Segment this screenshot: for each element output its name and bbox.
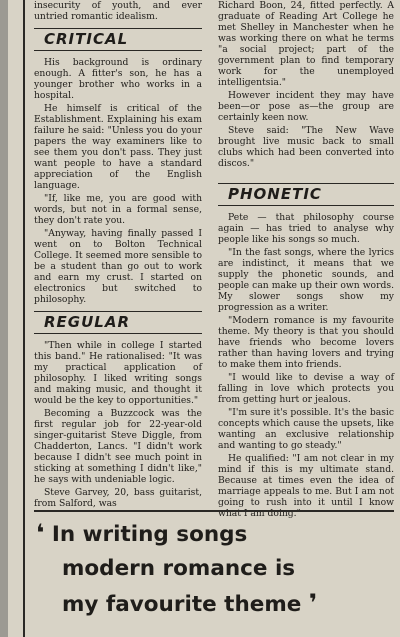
left-column <box>34 0 202 511</box>
paragraph: Pete — that philosophy course again — has tried to analyse why people like his songs so much. <box>218 212 394 245</box>
column-rule <box>23 0 25 637</box>
paragraph: His background is ordinary enough. A fitter's son, he has a younger brother who works in a hospital. <box>34 57 202 101</box>
pull-quote-line <box>34 516 394 552</box>
paragraph: However incident they may have been—or pose as—the group are certainly keen now. <box>218 90 394 123</box>
pull-quote-text: In writing songs <box>51 522 248 547</box>
paragraph: He himself is critical of the Establishment. Explaining his exam failure he said: "Unless you do your papers the way examiners like to see them you don't pass. They just want people to have a standard appreciation of the English language. <box>34 103 202 191</box>
right-column <box>218 0 394 521</box>
close-quote-mark: ❜ <box>308 589 318 617</box>
section-heading-phonetic: PHONETIC <box>218 183 394 206</box>
section-heading-regular: REGULAR <box>34 311 202 334</box>
pull-quote-line <box>34 552 394 586</box>
paragraph: "Modern romance is my favourite theme. My theory is that you should have friends who become lovers rather than having lovers and trying to make them into friends. <box>218 315 394 370</box>
paragraph: "If, like me, you are good with words, but not in a formal sense, they don't rate you. <box>34 193 202 226</box>
paragraph: "I would like to devise a way of falling in love which protects you from getting hurt or jealous. <box>218 372 394 405</box>
pull-quote-text: my favourite theme <box>62 592 302 617</box>
newspaper-clipping <box>8 0 400 637</box>
paragraph: Steve said: "The New Wave brought live music back to small clubs which had been converted into discos." <box>218 125 394 169</box>
open-quote-mark: ❛ <box>36 519 45 547</box>
paragraph: Steve Garvey, 20, bass guitarist, from Salford, was <box>34 487 202 509</box>
paragraph: He qualified: "I am not clear in my mind if this is my ultimate stand. Because at times even the idea of marriage appeals to me. But I am not going to rush into it until I know what I am doing." <box>218 453 394 519</box>
paragraph: "In the fast songs, where the lyrics are indistinct, it means that we supply the phonetic sounds, and people can make up their own words. My slower songs show my progression as a writer. <box>218 247 394 313</box>
paragraph: "Then while in college I started this band." He rationalised: "It was my practical application of philosophy. I liked writing songs and making music, and thought it would be the key to opportunities." <box>34 340 202 406</box>
pull-quote <box>34 510 394 634</box>
pull-quote-line <box>34 586 394 622</box>
paragraph: Richard Boon, 24, fitted perfectly. A graduate of Reading Art College he met Shelley in Manchester when he was working there on what he terms "a social project; part of the government plan to find temporary work for the unemployed intelligentsia." <box>218 0 394 88</box>
paragraph: "Anyway, having finally passed I went on to Bolton Technical College. It seemed more sensible to be a student than go out to work and earn my crust. I started on electronics but switched to philosophy. <box>34 228 202 305</box>
pull-quote-text: modern romance is <box>62 556 296 581</box>
paragraph: Becoming a Buzzcock was the first regular job for 22-year-old singer-guitarist Steve Diggle, from Chadderton, Lancs. "I didn't work because I didn't see much point in sticking at something I didn't like," he says with undeniable logic. <box>34 408 202 485</box>
paragraph: insecurity of youth, and ever untried romantic idealism. <box>34 0 202 22</box>
section-heading-critical: CRITICAL <box>34 28 202 51</box>
paragraph: "I'm sure it's possible. It's the basic concepts which cause the upsets, like wanting an exclusive relationship and wanting to go steady." <box>218 407 394 451</box>
